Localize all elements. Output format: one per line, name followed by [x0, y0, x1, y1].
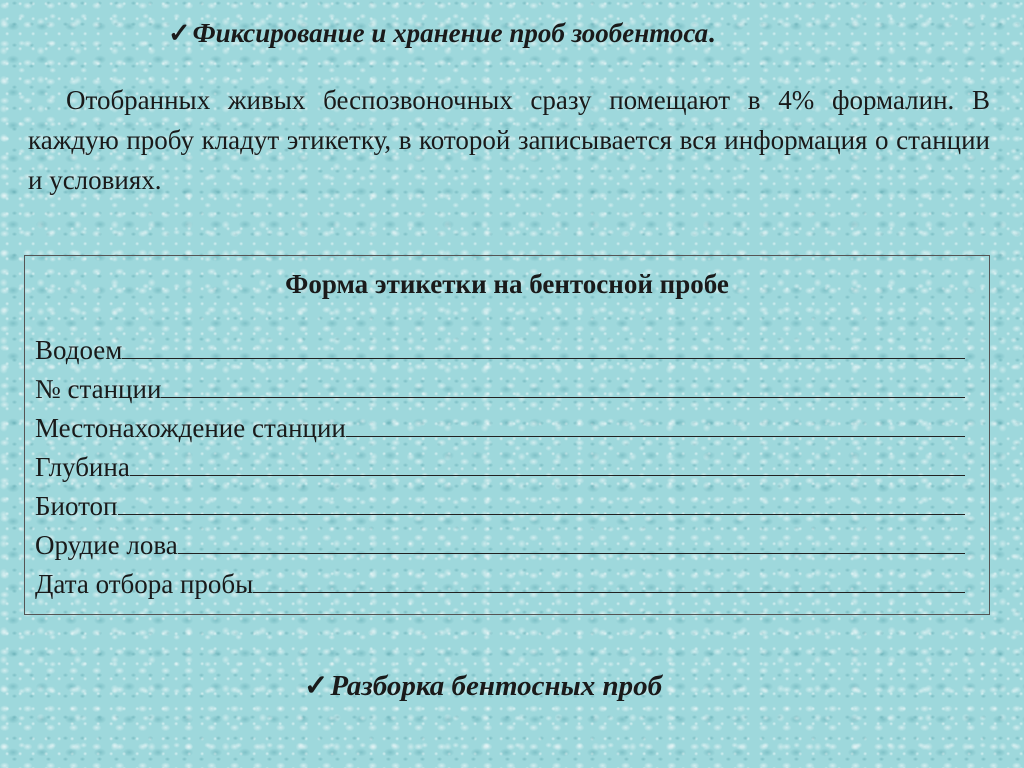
form-field-depth — [35, 444, 965, 483]
checkmark-icon: ✓ — [304, 670, 329, 702]
field-label: Биотоп — [35, 491, 118, 521]
field-label: Водоем — [35, 335, 123, 365]
fill-line — [118, 487, 966, 515]
form-field-gear — [35, 522, 965, 561]
form-field-reservoir — [35, 327, 965, 366]
form-field-station-number — [35, 366, 965, 405]
label-form-fields — [35, 327, 965, 600]
label-form-title: Форма этикетки на бентосной пробе — [285, 269, 729, 299]
fill-line — [130, 448, 965, 476]
form-field-sampling-date — [35, 561, 965, 600]
heading-text: Разборка бентосных проб — [330, 670, 663, 702]
fill-line — [253, 565, 965, 593]
fill-line — [346, 409, 965, 437]
field-label: Местонахождение станции — [35, 413, 346, 443]
section-heading-fixation — [168, 18, 715, 49]
field-label: № станции — [35, 374, 162, 404]
heading-period: . — [708, 18, 715, 48]
checkmark-icon: ✓ — [168, 18, 191, 48]
field-label: Глубина — [35, 452, 130, 482]
heading-text: Фиксирование и хранение проб зообентоса — [192, 18, 709, 48]
form-field-biotope — [35, 483, 965, 522]
label-form-box — [24, 255, 990, 615]
field-label: Дата отбора пробы — [35, 569, 254, 599]
body-paragraph: Отобранных живых беспозвоночных сразу помещают в 4% формалин. В каждую пробу кладут этикетку, в которой записывается вся информация о станции и условиях. — [28, 85, 990, 195]
field-label: Орудие лова — [35, 530, 178, 560]
section-heading-sorting — [304, 668, 662, 703]
form-field-station-location — [35, 405, 965, 444]
fill-line — [178, 526, 965, 554]
fill-line — [161, 370, 965, 398]
fill-line — [122, 331, 965, 359]
